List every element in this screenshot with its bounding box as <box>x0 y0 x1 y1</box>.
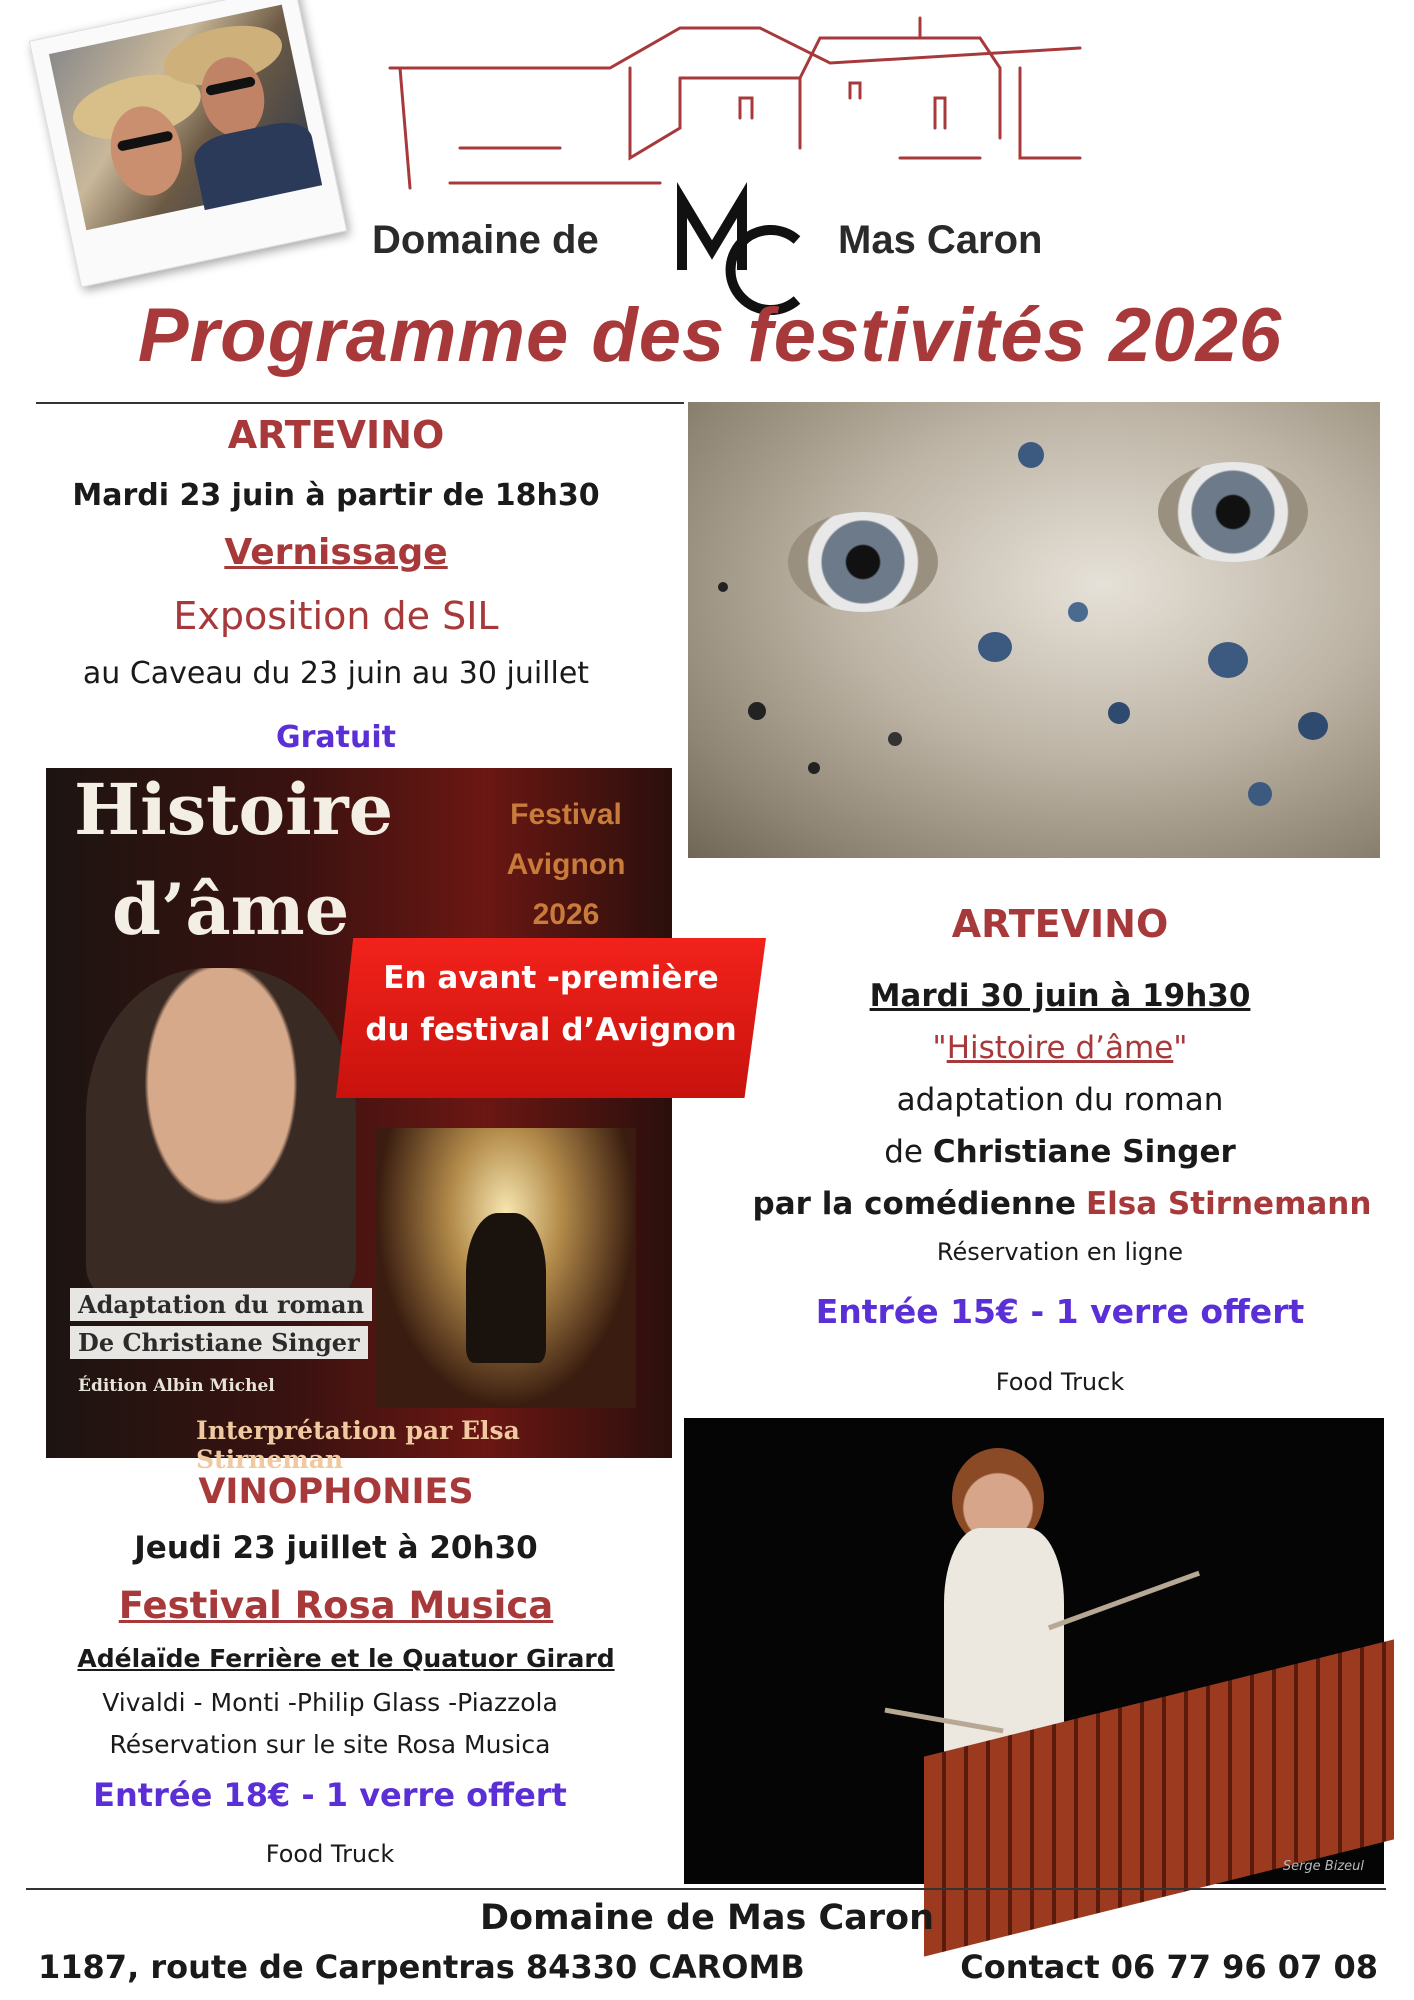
event2-price: Entrée 15€ - 1 verre offert <box>815 1292 1305 1331</box>
footer-address: 1187, route de Carpentras 84330 CAROMB <box>38 1948 805 1986</box>
event1-series: ARTEVINO <box>227 413 445 457</box>
actress-portrait <box>86 968 356 1298</box>
event2-series: ARTEVINO <box>951 902 1169 946</box>
event3-program: Vivaldi - Monti -Philip Glass -Piazzola <box>102 1688 558 1717</box>
poster-edition: Édition Albin Michel <box>78 1376 275 1396</box>
event2-title-row <box>760 1030 1360 1066</box>
event3-artists: Adélaïde Ferrière et le Quatuor Girard <box>77 1644 615 1673</box>
poster-festival-line2: Avignon <box>506 848 626 881</box>
event2-actress: Elsa Stirnemann <box>1085 1186 1372 1222</box>
event2-line3-prefix: par la comédienne <box>752 1186 1077 1222</box>
footer-name: Domaine de Mas Caron <box>480 1898 934 1938</box>
brand-domaine-de: Domaine de <box>372 218 599 262</box>
event1-place: au Caveau du 23 juin au 30 juillet <box>82 656 590 691</box>
polaroid-photo <box>29 0 347 288</box>
couple-photo <box>49 5 319 231</box>
event2-author: Christiane Singer <box>932 1134 1236 1170</box>
event2-line1: adaptation du roman <box>896 1082 1224 1118</box>
event1-price: Gratuit <box>276 720 396 755</box>
photo-credit: Serge Bizeul <box>1282 1859 1364 1874</box>
event2-line2-prefix: de <box>884 1134 923 1170</box>
marimba-performer-photo <box>684 1418 1384 1884</box>
event1-type-link[interactable]: Vernissage <box>224 532 448 573</box>
event2-date: Mardi 30 juin à 19h30 <box>869 978 1251 1014</box>
event3-title-link[interactable]: Festival Rosa Musica <box>118 1584 554 1627</box>
event3-booking: Réservation sur le site Rosa Musica <box>109 1730 551 1759</box>
banner-line2: du festival d’Avignon <box>365 1012 737 1048</box>
top-divider <box>36 402 684 404</box>
footer-divider <box>26 1888 1386 1890</box>
poster-interpretation: Interprétation par Elsa Stirneman <box>196 1416 520 1474</box>
page-title: Programme des festivités 2026 <box>137 293 1283 378</box>
event3-price: Entrée 18€ - 1 verre offert <box>93 1776 567 1814</box>
event1-title: Exposition de SIL <box>173 594 499 638</box>
poster-title-line1: Histoire <box>74 768 394 851</box>
event1-date: Mardi 23 juin à partir de 18h30 <box>72 478 600 513</box>
event2-line3 <box>742 1186 1382 1222</box>
poster-festival-line1: Festival <box>510 798 622 831</box>
event2-booking: Réservation en ligne <box>936 1238 1184 1266</box>
sil-painting-image <box>688 402 1380 858</box>
poster-label-line2: De Christiane Singer <box>70 1326 368 1359</box>
quote-open: " <box>932 1030 947 1066</box>
footer-contact: Contact 06 77 96 07 08 <box>960 1948 1378 1986</box>
histoire-dame-poster <box>46 768 672 1474</box>
event3-date: Jeudi 23 juillet à 20h30 <box>134 1530 538 1566</box>
event2-title-link[interactable]: Histoire d’âme <box>946 1030 1174 1066</box>
poster-festival-line3: 2026 <box>532 898 600 931</box>
poster-title-line2: d’âme <box>112 868 350 951</box>
brand-mas-caron: Mas Caron <box>838 218 1043 262</box>
event3-series: VINOPHONIES <box>198 1472 474 1512</box>
poster-label-line1: Adaptation du roman <box>70 1288 372 1321</box>
event3-food: Food Truck <box>265 1840 395 1868</box>
event2-food: Food Truck <box>995 1368 1125 1396</box>
seated-figure <box>466 1213 546 1363</box>
domaine-sketch-logo <box>380 8 1100 188</box>
quote-close: " <box>1173 1030 1188 1066</box>
banner-line1: En avant -première <box>383 960 719 996</box>
event2-line2 <box>760 1134 1360 1170</box>
